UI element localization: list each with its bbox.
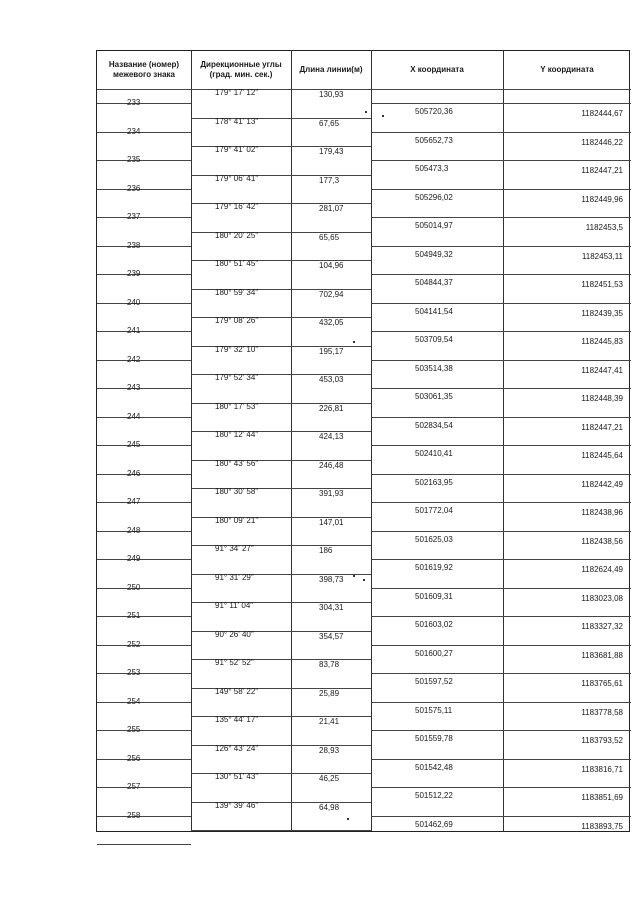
point-number: 246 bbox=[127, 468, 141, 478]
y-coordinate: 1182447,21 bbox=[581, 166, 623, 175]
point-number: 239 bbox=[127, 269, 141, 278]
line-length: 130,93 bbox=[319, 90, 344, 99]
line-length: 432,05 bbox=[319, 318, 344, 327]
x-coordinate: 501462,69 bbox=[415, 819, 453, 829]
row-divider bbox=[97, 246, 191, 247]
row-divider bbox=[97, 730, 191, 731]
line-length: 453,03 bbox=[319, 375, 344, 384]
x-coordinate: 501625,03 bbox=[415, 534, 453, 544]
row-divider bbox=[371, 702, 631, 703]
row-divider bbox=[97, 274, 191, 275]
point-number: 258 bbox=[127, 810, 141, 820]
point-number: 243 bbox=[127, 383, 141, 392]
row-divider bbox=[371, 730, 631, 731]
point-number: 236 bbox=[127, 183, 141, 193]
line-length: 46,25 bbox=[319, 774, 340, 783]
x-coordinate: 501609,31 bbox=[415, 591, 453, 601]
y-coordinate: 1182445,83 bbox=[581, 337, 623, 346]
direction-angle: 179° 06' 41" bbox=[215, 173, 259, 183]
line-length: 304,31 bbox=[319, 603, 344, 612]
y-coordinate: 1182445,64 bbox=[581, 451, 623, 460]
row-divider bbox=[371, 331, 631, 332]
line-length: 195,17 bbox=[319, 346, 344, 356]
direction-angle: 180° 30' 58" bbox=[215, 487, 259, 496]
row-divider bbox=[371, 189, 631, 190]
y-coordinate: 1183327,32 bbox=[581, 622, 623, 631]
direction-angle: 180° 09' 21" bbox=[215, 515, 259, 525]
x-coordinate: 502410,41 bbox=[415, 449, 453, 458]
x-coordinate: 501772,04 bbox=[415, 506, 453, 515]
x-coordinate: 501559,78 bbox=[415, 734, 453, 743]
point-number: 234 bbox=[127, 126, 141, 136]
line-length: 83,78 bbox=[319, 660, 340, 669]
header-length: Длина линии(м) bbox=[299, 65, 363, 74]
x-coordinate: 501619,92 bbox=[415, 563, 453, 572]
row-divider bbox=[97, 616, 191, 617]
point-number: 256 bbox=[127, 753, 141, 763]
direction-angle: 126° 43' 24" bbox=[215, 743, 259, 753]
direction-angle: 179° 08' 26" bbox=[215, 316, 259, 325]
direction-angle: 179° 16' 42" bbox=[215, 202, 259, 211]
direction-angle: 90° 26' 40" bbox=[215, 629, 254, 639]
y-coordinate: 1183816,71 bbox=[581, 764, 623, 774]
y-coordinate: 1182447,41 bbox=[581, 365, 623, 375]
row-divider bbox=[97, 816, 191, 817]
header-y: Y координата bbox=[540, 65, 594, 74]
row-divider bbox=[97, 331, 191, 332]
direction-angle: 91° 11' 04" bbox=[215, 601, 254, 610]
line-length: 179,43 bbox=[319, 147, 344, 156]
row-divider bbox=[97, 160, 191, 161]
point-number: 241 bbox=[127, 326, 141, 335]
y-coordinate: 1182448,39 bbox=[581, 394, 623, 403]
line-length: 398,73 bbox=[319, 574, 344, 584]
y-coordinate: 1183681,88 bbox=[581, 650, 623, 660]
scan-speck bbox=[363, 579, 365, 581]
line-length: 104,96 bbox=[319, 261, 344, 270]
direction-angle: 91° 31' 29" bbox=[215, 572, 254, 582]
row-divider bbox=[371, 759, 631, 760]
x-coordinate: 501542,48 bbox=[415, 762, 453, 772]
direction-angle: 179° 32' 10" bbox=[215, 344, 259, 354]
line-length: 391,93 bbox=[319, 489, 344, 498]
y-coordinate: 1182449,96 bbox=[581, 194, 623, 204]
line-length: 246,48 bbox=[319, 460, 344, 470]
row-divider bbox=[97, 445, 191, 446]
row-divider bbox=[97, 360, 191, 361]
x-coordinate: 502163,95 bbox=[415, 477, 453, 487]
y-coordinate: 1182439,35 bbox=[581, 308, 623, 318]
direction-angle: 180° 20' 25" bbox=[215, 230, 259, 240]
row-divider bbox=[97, 531, 191, 532]
x-coordinate: 501512,22 bbox=[415, 791, 453, 800]
point-number: 240 bbox=[127, 297, 141, 307]
y-coordinate: 1183023,08 bbox=[581, 593, 623, 603]
line-length: 147,01 bbox=[319, 517, 344, 527]
y-coordinate: 1182442,49 bbox=[581, 479, 623, 489]
row-divider bbox=[371, 787, 631, 788]
row-divider bbox=[371, 445, 631, 446]
column-divider bbox=[291, 51, 292, 831]
x-coordinate: 503061,35 bbox=[415, 392, 453, 401]
x-coordinate: 504949,32 bbox=[415, 249, 453, 259]
line-length: 65,65 bbox=[319, 232, 340, 242]
point-number: 247 bbox=[127, 497, 141, 506]
line-length: 354,57 bbox=[319, 631, 344, 641]
point-number: 250 bbox=[127, 582, 141, 592]
direction-angle: 149° 58' 22" bbox=[215, 686, 259, 696]
row-divider bbox=[97, 502, 191, 503]
header-x: X координата bbox=[410, 65, 464, 74]
row-divider bbox=[371, 388, 631, 389]
y-coordinate: 1182453,5 bbox=[585, 223, 623, 232]
point-number: 251 bbox=[127, 611, 141, 620]
line-length: 702,94 bbox=[319, 289, 344, 299]
row-divider bbox=[371, 616, 631, 617]
column-divider bbox=[191, 51, 192, 831]
row-divider bbox=[97, 417, 191, 418]
row-divider bbox=[97, 217, 191, 218]
line-length: 226,81 bbox=[319, 403, 344, 413]
x-coordinate: 501597,52 bbox=[415, 677, 453, 686]
direction-angle: 91° 34' 27" bbox=[215, 544, 254, 553]
column-divider bbox=[371, 51, 372, 831]
row-divider bbox=[371, 816, 631, 817]
row-divider bbox=[97, 844, 191, 845]
point-number: 254 bbox=[127, 696, 141, 706]
x-coordinate: 505652,73 bbox=[415, 135, 453, 145]
row-divider bbox=[97, 388, 191, 389]
point-number: 244 bbox=[127, 411, 141, 421]
line-length: 21,41 bbox=[319, 717, 340, 726]
point-number: 235 bbox=[127, 155, 141, 164]
boundary-coordinates-table bbox=[96, 50, 630, 832]
x-coordinate: 503709,54 bbox=[415, 335, 453, 344]
header-angle: Дирекционные углы (град. мин. сек.) bbox=[200, 60, 282, 79]
row-divider bbox=[371, 474, 631, 475]
direction-angle: 179° 17' 12" bbox=[215, 88, 259, 97]
direction-angle: 135° 44' 17" bbox=[215, 715, 259, 724]
y-coordinate: 1182447,21 bbox=[581, 422, 623, 432]
y-coordinate: 1182438,96 bbox=[581, 508, 623, 517]
line-length: 424,13 bbox=[319, 432, 344, 441]
row-divider bbox=[97, 673, 191, 674]
row-divider bbox=[371, 559, 631, 560]
direction-angle: 180° 59' 34" bbox=[215, 287, 259, 297]
direction-angle: 180° 51' 45" bbox=[215, 259, 259, 268]
direction-angle: 179° 52' 34" bbox=[215, 373, 259, 382]
scan-speck bbox=[353, 575, 355, 577]
y-coordinate: 1183778,58 bbox=[581, 707, 623, 717]
row-divider bbox=[371, 588, 631, 589]
direction-angle: 130° 51' 43" bbox=[215, 772, 259, 781]
y-coordinate: 1182438,56 bbox=[581, 536, 623, 546]
point-number: 233 bbox=[127, 98, 141, 107]
row-divider bbox=[97, 189, 191, 190]
line-length: 25,89 bbox=[319, 688, 340, 698]
y-coordinate: 1183765,61 bbox=[581, 679, 623, 688]
row-divider bbox=[371, 103, 631, 104]
line-length: 64,98 bbox=[319, 802, 340, 812]
y-coordinate: 1182451,53 bbox=[581, 280, 623, 289]
direction-angle: 178° 41' 13" bbox=[215, 116, 259, 126]
y-coordinate: 1182624,49 bbox=[581, 565, 623, 574]
x-coordinate: 501575,11 bbox=[415, 705, 453, 715]
row-divider bbox=[371, 132, 631, 133]
line-length: 281,07 bbox=[319, 204, 344, 213]
y-coordinate: 1183893,75 bbox=[581, 821, 623, 831]
row-divider bbox=[371, 303, 631, 304]
line-length: 28,93 bbox=[319, 745, 340, 755]
y-coordinate: 1182453,11 bbox=[581, 251, 623, 261]
row-divider bbox=[97, 559, 191, 560]
row-divider bbox=[371, 673, 631, 674]
point-number: 242 bbox=[127, 354, 141, 364]
line-length: 67,65 bbox=[319, 118, 340, 128]
x-coordinate: 504844,37 bbox=[415, 278, 453, 287]
scan-speck bbox=[365, 111, 367, 113]
point-number: 238 bbox=[127, 240, 141, 250]
direction-angle: 180° 12' 44" bbox=[215, 430, 259, 439]
x-coordinate: 505014,97 bbox=[415, 221, 453, 230]
point-number: 257 bbox=[127, 782, 141, 791]
header-name: Название (номер) межевого знака bbox=[108, 60, 180, 79]
x-coordinate: 502834,54 bbox=[415, 420, 453, 430]
scan-speck bbox=[353, 341, 355, 343]
row-divider bbox=[371, 417, 631, 418]
direction-angle: 180° 43' 56" bbox=[215, 458, 259, 468]
x-coordinate: 505296,02 bbox=[415, 192, 453, 202]
row-divider bbox=[371, 246, 631, 247]
x-coordinate: 505720,36 bbox=[415, 107, 453, 116]
row-divider bbox=[371, 645, 631, 646]
row-divider bbox=[97, 474, 191, 475]
point-number: 237 bbox=[127, 212, 141, 221]
y-coordinate: 1182444,67 bbox=[581, 109, 623, 118]
point-number: 245 bbox=[127, 440, 141, 449]
x-coordinate: 501603,02 bbox=[415, 620, 453, 629]
point-number: 252 bbox=[127, 639, 141, 649]
point-number: 249 bbox=[127, 554, 141, 563]
row-divider bbox=[97, 787, 191, 788]
row-divider bbox=[97, 702, 191, 703]
row-divider bbox=[371, 274, 631, 275]
row-divider bbox=[371, 360, 631, 361]
point-number: 248 bbox=[127, 525, 141, 535]
point-number: 255 bbox=[127, 725, 141, 734]
row-divider bbox=[97, 645, 191, 646]
x-coordinate: 505473,3 bbox=[415, 164, 449, 173]
line-length: 177,3 bbox=[319, 175, 340, 185]
row-divider bbox=[371, 217, 631, 218]
x-coordinate: 503514,38 bbox=[415, 363, 453, 373]
line-length: 186 bbox=[319, 546, 333, 555]
point-number: 253 bbox=[127, 668, 141, 677]
scan-speck bbox=[382, 115, 384, 117]
row-divider bbox=[371, 531, 631, 532]
row-divider bbox=[97, 759, 191, 760]
y-coordinate: 1183851,69 bbox=[581, 793, 623, 802]
direction-angle: 180° 17' 53" bbox=[215, 401, 259, 411]
row-divider bbox=[371, 502, 631, 503]
row-divider bbox=[97, 103, 191, 104]
row-divider bbox=[97, 303, 191, 304]
scan-speck bbox=[347, 818, 349, 820]
x-coordinate: 501600,27 bbox=[415, 648, 453, 658]
column-divider bbox=[503, 51, 504, 831]
direction-angle: 179° 41' 02" bbox=[215, 145, 259, 154]
y-coordinate: 1183793,52 bbox=[581, 736, 623, 745]
row-divider bbox=[371, 160, 631, 161]
row-divider bbox=[97, 132, 191, 133]
row-divider bbox=[97, 588, 191, 589]
row-divider bbox=[191, 830, 371, 831]
direction-angle: 139° 39' 46" bbox=[215, 800, 259, 810]
x-coordinate: 504141,54 bbox=[415, 306, 453, 316]
y-coordinate: 1182446,22 bbox=[581, 137, 623, 147]
direction-angle: 91° 52' 52" bbox=[215, 658, 254, 667]
